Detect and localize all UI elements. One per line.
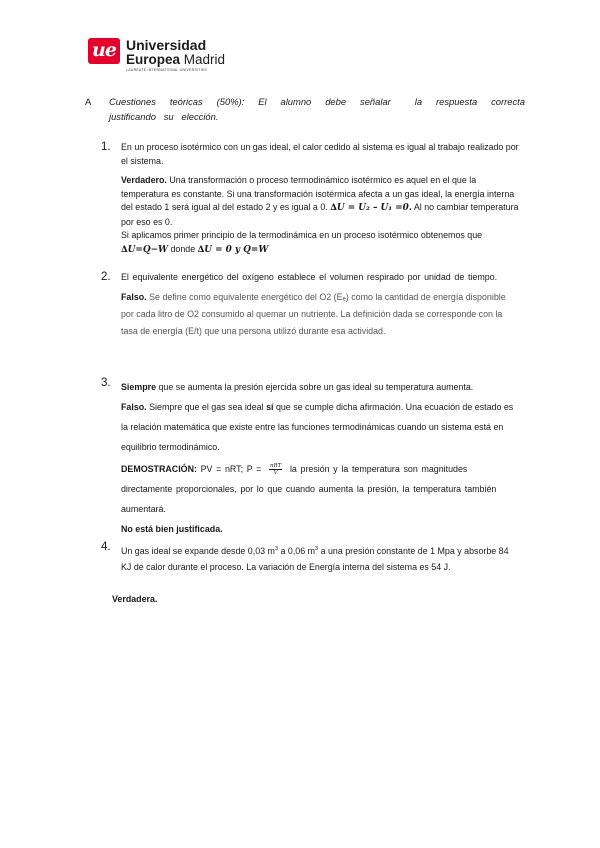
- heading-word: alumno: [280, 96, 312, 107]
- heading-word: Cuestiones: [109, 96, 156, 107]
- question-number: 4.: [101, 541, 111, 553]
- question-statement: El equivalente energético del oxígeno establece el volumen respirado por unidad de tiempo.: [121, 272, 498, 282]
- demonstration-label: DEMOSTRACIÓN:: [121, 464, 197, 474]
- question-answer: [121, 174, 519, 229]
- heading-word: señalar: [360, 96, 391, 107]
- heading-line-1: [109, 94, 525, 109]
- statement-text: a una presión constante de 1 Mpa y absorbe 84 KJ de calor durante el proceso. La variación de Energía interna del sistema es 54 J.: [121, 545, 509, 572]
- heading-word: (50%):: [216, 96, 245, 107]
- answer-verdict: Verdadero.: [121, 175, 167, 185]
- logo-text: [126, 38, 225, 73]
- heading-line-2: justificando su elección.: [109, 111, 219, 122]
- question-2: [121, 271, 519, 340]
- equation: ∆U = U₂ – U₁ =0.: [330, 203, 412, 213]
- question-answer-continued: [121, 229, 519, 257]
- demonstration-text: la presión y la temperatura son magnitudes directamente proporcionales, por lo que cuando aumenta la presión, la temperatura también aumentará.: [121, 464, 497, 514]
- heading-word: debe: [325, 96, 347, 107]
- university-logo: [88, 38, 225, 73]
- fraction-denominator: V: [273, 470, 278, 477]
- demonstration: [121, 459, 519, 519]
- heading-word: respuesta: [435, 96, 478, 107]
- superscript: 3: [315, 546, 319, 552]
- logo-europea: Europea: [126, 52, 181, 67]
- answer-emphasis: sí: [266, 402, 274, 412]
- answer-text: Una transformación o proceso termodinámico isotérmico es aquel en el que la temperatura es constante. Si una transformación isotérmica afecta a un gas ideal, la energía interna del estado 1 será igual al del estado 2 y es igual a 0.: [121, 175, 515, 212]
- statement-text: Un gas ideal se expande desde 0,03 m: [121, 545, 275, 556]
- note-text: No está bien justificada.: [121, 524, 223, 534]
- equation: ∆U=Q−W: [121, 244, 168, 255]
- heading-word: la: [414, 96, 423, 107]
- heading-word: teóricas: [169, 96, 203, 107]
- logo-tagline: LAUREATE INTERNATIONAL UNIVERSITIES: [126, 68, 208, 72]
- logo-line-europea-madrid: [126, 52, 225, 67]
- pressure-fraction: [269, 463, 282, 476]
- question-1: [121, 141, 519, 257]
- logo-madrid: Madrid: [183, 52, 226, 67]
- answer-text: donde: [170, 243, 196, 254]
- question-number: 1.: [101, 141, 111, 153]
- answer-text: Siempre que el gas sea ideal: [149, 402, 264, 412]
- fraction-numerator: nRT: [270, 463, 282, 470]
- logo-line-universidad: Universidad: [126, 37, 207, 53]
- question-answer: [121, 289, 519, 340]
- question-statement: [121, 377, 519, 397]
- answer-verdict: Verdadera.: [112, 594, 158, 604]
- question-statement: En un proceso isotérmico con un gas ideal, el calor cedido al sistema es igual al trabajo realizado por el sistema.: [121, 142, 519, 166]
- section-heading: [85, 94, 525, 124]
- answer-verdict: Falso.: [121, 402, 147, 412]
- answer-text: que se cumple dicha afirmación. Una ecuación de estado es la relación matemática que existe entre las funciones termodinámicas cuando un sistema está en equilibrio termodinámico.: [121, 402, 514, 452]
- answer-text: Se define como equivalente energético del O2 (Eₑ) como la cantidad de energía disponible por cada litro de O2 consumido al quemar un nutriente. La definición dada se corresponde con la tasa de energía (E/t) que una persona utilizó durante esa actividad.: [121, 291, 506, 336]
- answer-text: Al no cambiar temperatura por eso es 0.: [121, 202, 519, 227]
- answer-verdict: Falso.: [121, 291, 147, 302]
- statement-text: a 0,06 m: [280, 545, 316, 556]
- section-letter: A: [85, 96, 92, 107]
- superscript: 3: [274, 546, 279, 552]
- heading-word: correcta: [491, 96, 525, 107]
- question-statement: [121, 541, 519, 575]
- demonstration-text: PV = nRT; P =: [200, 464, 262, 474]
- question-3: [121, 377, 519, 539]
- heading-word: El: [258, 96, 267, 107]
- statement-emphasis: Siempre: [121, 382, 157, 392]
- ue-logo-icon: ue: [88, 38, 120, 64]
- question-4: [121, 541, 519, 575]
- statement-text: que se aumenta la presión ejercida sobre un gas ideal su temperatura aumenta.: [158, 382, 474, 392]
- equation: ∆U = 0 y Q=W: [197, 244, 269, 255]
- question-answer: [121, 397, 519, 457]
- question-number: 3.: [101, 377, 111, 389]
- question-number: 2.: [101, 271, 111, 283]
- answer-text: Si aplicamos primer principio de la termodinámica en un proceso isotérmico obtenemos que: [121, 230, 483, 240]
- grader-note: [121, 519, 519, 539]
